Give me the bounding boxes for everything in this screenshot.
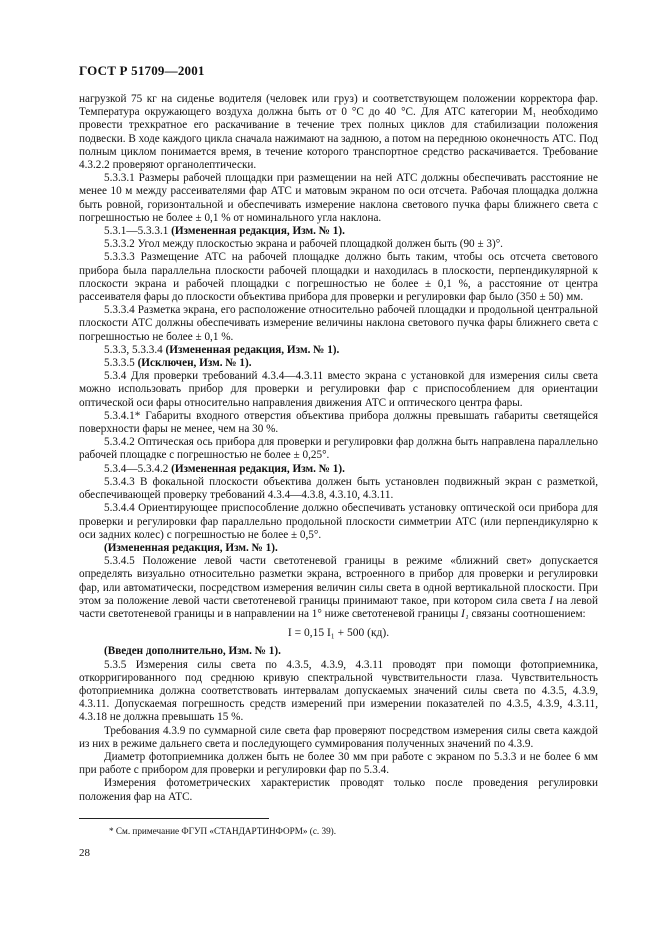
formula: I = 0,15 I₁ + 500 (кд). xyxy=(287,627,390,640)
paragraph-5-3-4-3: 5.3.4.3 В фокальной плоскости объектива должен быть установлен подвижный экран с разметкой, обеспечивающей проверку требований 4.3.4—4.3.8, 4.3.10, 4.3.11. xyxy=(79,475,598,502)
amendment-note: 5.3.4—5.3.4.2 (Измененная редакция, Изм. № 1). xyxy=(104,462,345,475)
paragraph-5-3-4-5: 5.3.4.5 Положение левой части светотеневой границы в режиме «ближний свет» допускается определять визуально относительно разметки экрана, встроенного в прибор для проверки и регулировки фар, или автоматически, посредством измерения величин силы света в одной вертикальной плоскости. При этом за положение левой части светотеневой границы принимают такое, при котором сила света I на левой части светотеневой границы и в направлении на 1° ниже светотеневой границы I₁ связаны соотношением: xyxy=(79,555,599,620)
paragraph-5-3-3-1: 5.3.3.1 Размеры рабочей площадки при размещении на ней АТС должны обеспечивать расстояние не менее 10 м между рассеивателями фар АТС и матовым экраном по оси отсчета. Рабочая площадка должна быть ровной, горизонтальной и обеспечивать измерение наклона светового пучка фары ближнего света с погрешностью не более ± 0,1 % от номинального угла наклона. xyxy=(79,172,598,224)
amendment-note: (Измененная редакция, Изм. № 1). xyxy=(104,541,278,554)
paragraph-photodetector-diameter: Диаметр фотоприемника должен быть не более 30 мм при работе с экраном по 5.3.3 и не более 6 мм при работе с прибором для проверки и регулировки фар по 5.3.4. xyxy=(79,750,598,777)
paragraph-5-3-3-4: 5.3.3.4 Разметка экрана, его расположение относительно рабочей площадки и продольной центральной плоскости АТС должны обеспечивать измерение величины наклона светового пучка фары ближнего света с погрешностью не более ± 0,1 %. xyxy=(79,304,598,343)
paragraph-5-3-4-4: 5.3.4.4 Ориентирующее приспособление должно обеспечивать установку оптической оси прибора для проверки и регулировки фар параллельно продольной плоскости симметрии АТС (или перпендикулярно к оси задних колес) с погрешностью не более ± 0,5°. xyxy=(79,502,598,541)
document-body xyxy=(79,93,598,804)
amendment-note: 5.3.3, 5.3.3.4 (Измененная редакция, Изм. № 1). xyxy=(104,343,340,356)
paragraph-requirements-4-3-9: Требования 4.3.9 по суммарной силе света фар проверяют посредством измерения силы света каждой из них в режиме дальнего света и последующего суммирования полученных значений по 4.3.9. xyxy=(79,724,598,750)
amendment-note: (Введен дополнительно, Изм. № 1). xyxy=(104,645,281,658)
footnote: * См. примечание ФГУП «СТАНДАРТИНФОРМ» (с. 39). xyxy=(109,826,337,836)
footnote-divider xyxy=(79,818,269,819)
paragraph-5-3-3-5: 5.3.3.5 (Исключен, Изм. № 1). xyxy=(104,357,252,370)
page-number: 28 xyxy=(79,847,90,859)
paragraph-5-3-4-2: 5.3.4.2 Оптическая ось прибора для проверки и регулировки фар должна быть направлена параллельно рабочей площадке с погрешностью не более ± 0,25°. xyxy=(79,436,598,462)
paragraph-photometric-measurements: Измерения фотометрических характеристик проводят только после проведения регулировки положения фар на АТС. xyxy=(79,777,598,803)
paragraph-5-3-5: 5.3.5 Измерения силы света по 4.3.5, 4.3.9, 4.3.11 проводят при помощи фотоприемника, откорригированного под среднюю кривую спектральной чувствительности глаза. Чувствительность фотоприемника должна соответствовать интервалам допускаемых значений силы света по 4.3.5, 4.3.9, 4.3.11. Допускаемая погрешность средств измерений при измерении показателей по 4.3.5, 4.3.9, 4.3.11, 4.3.18 не должна превышать 15 %. xyxy=(79,658,598,724)
amendment-note: 5.3.1—5.3.3.1 (Измененная редакция, Изм. № 1). xyxy=(104,225,345,238)
paragraph-5-3-4: 5.3.4 Для проверки требований 4.3.4—4.3.11 вместо экрана с установкой для измерения силы света можно использовать прибор для проверки и регулировки фар с приспособлением для ориентации оптической оси фары относительно направления движения АТС и оптического центра фары. xyxy=(79,370,598,409)
paragraph-5-3-4-1: 5.3.4.1* Габариты входного отверстия объектива прибора должны превышать габариты светящейся поверхности фары не менее, чем на 30 %. xyxy=(79,409,598,436)
paragraph-continuation: нагрузкой 75 кг на сиденье водителя (человек или груз) и соответствующем положении корректора фар. Температура окружающего воздуха должна быть от 0 °С до 40 °С. Для АТС категории М₁ необходимо провести трехкратное его раскачивание в течение трех полных циклов для стабилизации положения подвески. В ходе каждого цикла сначала нажимают на заднюю, а потом на переднюю оконечность АТС. Под полным циклом понимается время, в течение которого транспортное средство раскачивается. Требование 4.3.2.2 проверяют органолептически. xyxy=(79,93,598,172)
document-header: ГОСТ Р 51709—2001 xyxy=(79,63,205,78)
paragraph-5-3-3-2: 5.3.3.2 Угол между плоскостью экрана и рабочей площадкой должен быть (90 ± 3)°. xyxy=(104,238,503,251)
paragraph-5-3-3-3: 5.3.3.3 Размещение АТС на рабочей площадке должно быть таким, чтобы ось отсчета светового прибора была параллельна плоскости рабочей площадки и находилась в плоскости, перпендикулярной к плоскости экрана и рабочей площадки с погрешностью не более ± 0,1 %, а расстояние от центра рассеивателя фары до плоскости объектива прибора для проверки и регулировки фар было (350 ± 50) мм. xyxy=(79,251,598,304)
